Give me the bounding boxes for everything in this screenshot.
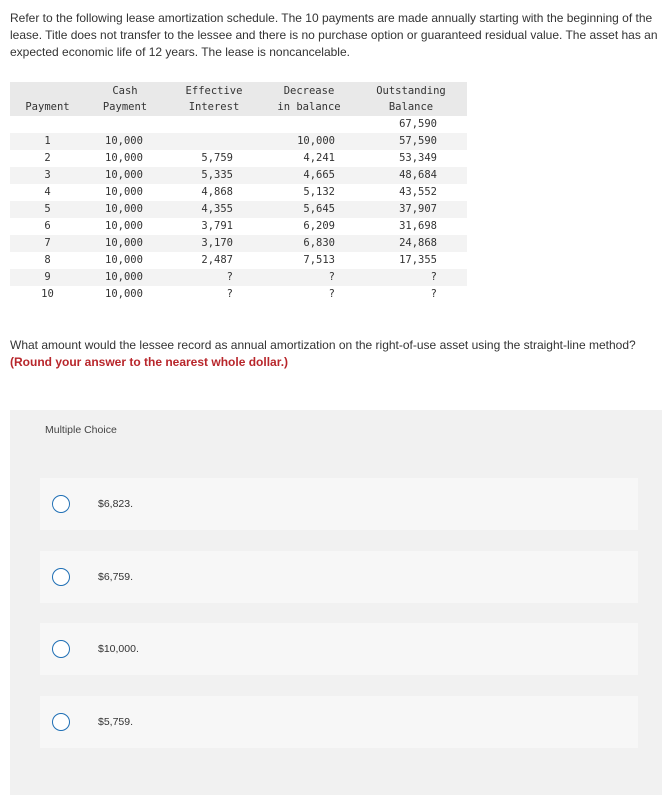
choice-option-1[interactable]	[40, 478, 638, 530]
table-cell: 10,000	[105, 288, 143, 300]
radio-button-icon[interactable]	[52, 495, 70, 513]
table-cell: ?	[430, 288, 437, 300]
table-cell: 7	[44, 237, 51, 249]
table-cell: 10,000	[105, 220, 143, 232]
table-row	[10, 252, 467, 269]
table-cell: 10,000	[105, 169, 143, 181]
table-cell	[165, 116, 263, 133]
table-cell: 53,349	[399, 152, 437, 164]
table-row	[10, 167, 467, 184]
table-cell: 6,830	[303, 237, 335, 249]
table-cell: 10,000	[105, 271, 143, 283]
multiple-choice-title: Multiple Choice	[45, 424, 117, 436]
table-cell: 3,791	[201, 220, 233, 232]
choice-option-3[interactable]	[40, 623, 638, 675]
multiple-choice-panel	[10, 410, 662, 795]
table-cell	[165, 133, 263, 150]
table-row	[10, 184, 467, 201]
table-row	[10, 133, 467, 150]
table-cell: 8	[44, 254, 51, 266]
question-emphasis: (Round your answer to the nearest whole dollar.)	[10, 355, 289, 369]
question-body: What amount would the lessee record as annual amortization on the right-of-use asset using the straight-line method?	[10, 338, 636, 352]
table-cell: 4,868	[201, 186, 233, 198]
table-cell: 10	[41, 288, 54, 300]
table-cell: 3,170	[201, 237, 233, 249]
table-row	[10, 116, 467, 133]
table-cell: 4	[44, 186, 51, 198]
table-cell: 4,241	[303, 152, 335, 164]
table-cell: 4,355	[201, 203, 233, 215]
choice-label: $10,000.	[98, 643, 139, 655]
choice-option-2[interactable]	[40, 551, 638, 603]
table-row	[10, 269, 467, 286]
question-text	[10, 337, 660, 371]
table-cell	[10, 116, 85, 133]
intro-text: Refer to the following lease amortization schedule. The 10 payments are made annually starting with the beginning of the lease. Title does not transfer to the lessee and there is no purchase option or guaranteed residual value. The asset has an expected economic life of 12 years. The lease is noncancelable.	[10, 11, 658, 59]
table-cell: ?	[226, 288, 233, 300]
table-cell: 2	[44, 152, 51, 164]
amortization-table	[10, 82, 467, 303]
table-cell: 10,000	[297, 135, 335, 147]
choice-label: $6,823.	[98, 498, 134, 510]
table-cell: 10,000	[105, 237, 143, 249]
choice-label: $6,759.	[98, 571, 134, 583]
table-cell: ?	[328, 271, 335, 283]
table-row	[10, 286, 467, 303]
table-row	[10, 150, 467, 167]
choice-label: $5,759.	[98, 716, 134, 728]
table-row	[10, 218, 467, 235]
table-cell: 9	[44, 271, 51, 283]
table-cell: 10,000	[105, 254, 143, 266]
table-cell: 5,335	[201, 169, 233, 181]
table-cell: 5,132	[303, 186, 335, 198]
table-cell	[85, 116, 165, 133]
header-outstanding-balance: Outstanding Balance	[355, 82, 467, 116]
radio-button-icon[interactable]	[52, 568, 70, 586]
table-cell: 7,513	[303, 254, 335, 266]
table-cell: ?	[328, 288, 335, 300]
table-cell: 31,698	[399, 220, 437, 232]
table-cell: 2,487	[201, 254, 233, 266]
table-cell: 37,907	[399, 203, 437, 215]
radio-button-icon[interactable]	[52, 713, 70, 731]
table-cell: 4,665	[303, 169, 335, 181]
table-cell: 43,552	[399, 186, 437, 198]
table-cell: 57,590	[399, 135, 437, 147]
choice-option-4[interactable]	[40, 696, 638, 748]
table-cell: 6,209	[303, 220, 335, 232]
table-header-row	[10, 82, 467, 116]
table-row	[10, 201, 467, 218]
table-cell: ?	[430, 271, 437, 283]
table-cell: ?	[226, 271, 233, 283]
table-cell: 1	[44, 135, 51, 147]
table-cell: 48,684	[399, 169, 437, 181]
table-cell: 17,355	[399, 254, 437, 266]
table-cell: 24,868	[399, 237, 437, 249]
table-cell: 10,000	[105, 152, 143, 164]
table-cell: 5,645	[303, 203, 335, 215]
table-row	[10, 235, 467, 252]
table-cell: 6	[44, 220, 51, 232]
table-cell: 10,000	[105, 135, 143, 147]
radio-button-icon[interactable]	[52, 640, 70, 658]
table-cell: 67,590	[399, 118, 437, 130]
table-cell: 10,000	[105, 186, 143, 198]
header-decrease-in-balance: Decrease in balance	[263, 82, 355, 116]
table-cell: 3	[44, 169, 51, 181]
header-payment: Payment	[10, 82, 85, 116]
table-cell: 10,000	[105, 203, 143, 215]
header-effective-interest: Effective Interest	[165, 82, 263, 116]
table-cell: 5	[44, 203, 51, 215]
header-cash-payment: Cash Payment	[85, 82, 165, 116]
table-cell	[263, 116, 355, 133]
table-cell: 5,759	[201, 152, 233, 164]
